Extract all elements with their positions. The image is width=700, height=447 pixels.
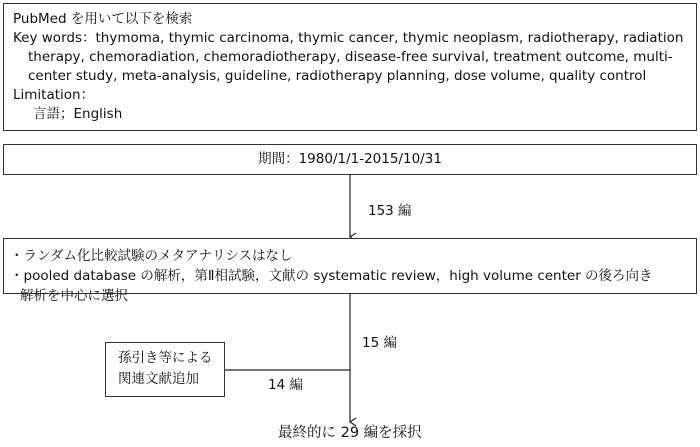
search-criteria-box (3, 3, 697, 131)
criteria-line-3: 解析を中心に選択 (20, 288, 128, 304)
manual-line-1: 孫引き等による (118, 350, 213, 366)
manual-line-2: 関連文献追加 (118, 371, 199, 387)
selection-criteria-box (3, 238, 697, 304)
language-limit: 言語；English (33, 106, 123, 122)
search-title: PubMed を用いて以下を検索 (13, 11, 193, 27)
count-153-label: 153 編 (368, 203, 412, 219)
period-text: 期間：1980/1/1-2015/10/31 (258, 151, 442, 167)
final-result-label: 最終的に 29 編を採択 (278, 425, 422, 441)
criteria-line-2: ・pooled database の解析，第Ⅱ相試験，文献の systematic review，high volume center の後ろ向き (10, 268, 653, 284)
limitation-label: Limitation： (13, 87, 95, 103)
criteria-line-1: ・ランダム化比較試験のメタアナリシスはなし (10, 248, 293, 264)
keywords-line-3: center study, meta-analysis, guideline, radiotherapy planning, dose volume, quality control (28, 68, 647, 84)
keywords-line-2: therapy, chemoradiation, chemoradiotherapy, disease-free survival, treatment outcome, multi- (28, 49, 673, 65)
period-box (3, 144, 697, 175)
count-15-label: 15 編 (362, 335, 397, 351)
manual-addition-box (105, 342, 225, 397)
keywords-line-1: Key words：thymoma, thymic carcinoma, thymic cancer, thymic neoplasm, radiotherapy, radiation (13, 30, 684, 46)
count-14-label: 14 編 (268, 377, 303, 393)
